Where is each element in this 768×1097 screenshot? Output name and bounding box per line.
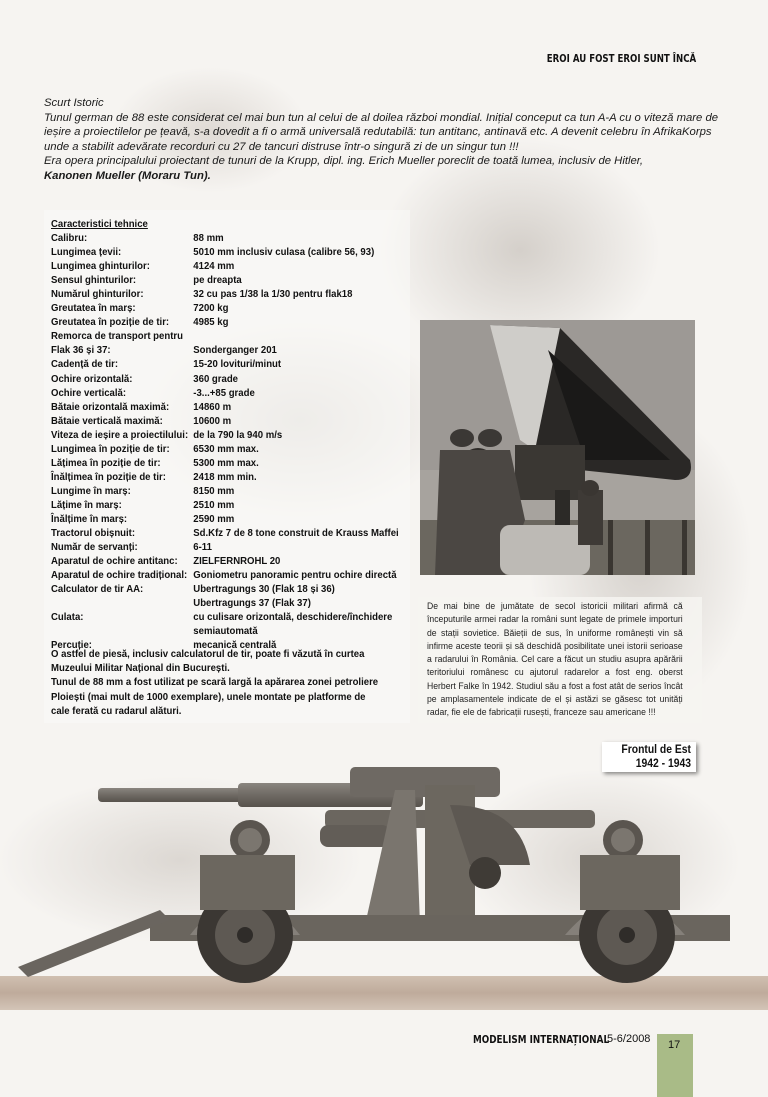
museum-paragraph: O astfel de piesă, inclusiv calculatorul de tir, poate fi văzută în curtea Muzeului Militar Național din București. — [51, 649, 365, 675]
spec-value: Ubertragungs 30 (Flak 18 și 36) — [193, 584, 335, 596]
spec-row — [51, 597, 386, 611]
spec-label: Ochire orizontală: — [51, 373, 133, 385]
spec-row — [51, 555, 386, 569]
spec-value: 2590 mm — [193, 513, 235, 525]
spec-label: Număr de servanți: — [51, 542, 138, 554]
radar-note-text: De mai bine de jumătate de secol istoricii militari afirmă că începuturile armei radar la români sunt legate de primele importuri de stații sovietice. Băieții de sus, în uniforme românești vin să infirme aceste teorii și să deschidă posibilitate unei istorii serioase a radarului în România. Cel care a făcut un studiu asupra apărării teritoriului românesc cu ajutorul radarelor a fost eng. oberst Herbert Falke în 1942. Studiul său a fost a fost atât de serios încât pe amplasamentele indicate de el și astăzi se găsesc tot unități radar, fie ele de fabricații rusești, franceze sau americane !!! — [427, 601, 683, 718]
spec-label: Cadență de tir: — [51, 359, 119, 371]
spec-label: Lungimea ghinturilor: — [51, 261, 150, 273]
spec-row — [51, 246, 386, 260]
museum-note — [51, 648, 386, 719]
spec-row — [51, 387, 386, 401]
spec-value: 10600 m — [193, 415, 232, 427]
spec-value: 360 grade — [193, 373, 239, 385]
spec-label: Culata: — [51, 612, 84, 624]
museum-paragraph: Tunul de 88 mm a fost utilizat pe scară largă la apărarea zonei petroliere Ploiești (mai mult de 1000 exemplare), unele montate pe platforme de cale ferată cu radarul alături. — [51, 677, 379, 717]
spec-label: Viteza de ieșire a proiectilului: — [51, 429, 189, 441]
spec-row — [51, 330, 386, 344]
spec-value: -3...+85 grade — [193, 387, 255, 399]
spec-value: mecanică centrală — [193, 640, 277, 652]
specs-rows — [51, 232, 399, 653]
spec-value: pe dreapta — [193, 275, 242, 287]
spec-row — [51, 625, 386, 639]
spec-row — [51, 288, 386, 302]
spec-row — [51, 302, 386, 316]
intro-heading: Scurt Istoric — [44, 97, 104, 109]
spec-label: Greutatea în poziție de tir: — [51, 317, 170, 329]
spec-value: ZIELFERNROHL 20 — [193, 556, 281, 568]
spec-label: Lățimea în poziție de tir: — [51, 457, 161, 469]
intro-section — [44, 96, 724, 184]
spec-value: 14860 m — [193, 401, 232, 413]
spec-label: Lungimea în poziție de tir: — [51, 443, 170, 455]
spec-value: 6530 mm max. — [193, 443, 259, 455]
specs-table — [51, 218, 399, 653]
spec-label: Tractorul obișnuit: — [51, 528, 136, 540]
spec-value: 2418 mm min. — [193, 471, 257, 483]
spec-label: Calculator de tir AA: — [51, 584, 144, 596]
page-number: 17 — [668, 1039, 681, 1051]
flak-gun-icon — [0, 745, 768, 985]
spec-row — [51, 569, 397, 583]
spec-row — [51, 232, 386, 246]
spec-label: Lungime în marș: — [51, 485, 131, 497]
spec-row — [51, 429, 386, 443]
spec-value: 5010 mm inclusiv culasa (calibre 56, 93) — [193, 247, 375, 259]
radar-photo — [420, 320, 695, 575]
specs-title: Caracteristici tehnice — [51, 219, 148, 230]
spec-row — [51, 415, 386, 429]
spec-row — [51, 471, 386, 485]
spec-label: Lungimea țevii: — [51, 247, 122, 259]
spec-value: 6-11 — [193, 542, 212, 554]
caption-line: Frontul de Est — [621, 744, 691, 756]
spec-value: 88 mm — [193, 233, 224, 245]
spec-value: 4985 kg — [193, 317, 229, 329]
spec-row — [51, 274, 386, 288]
spec-value: semiautomată — [193, 626, 258, 638]
spec-label: Lățime în marș: — [51, 499, 122, 511]
spec-value: cu culisare orizontală, deschidere/închidere — [193, 612, 393, 624]
spec-label: Sensul ghinturilor: — [51, 275, 137, 287]
spec-row — [51, 401, 386, 415]
spec-value — [193, 330, 386, 344]
spec-value: 8150 mm — [193, 485, 235, 497]
spec-label: Înălțimea în poziție de tir: — [51, 471, 166, 483]
intro-paragraph — [44, 154, 724, 183]
spec-row — [51, 358, 386, 372]
spec-label: Percuție: — [51, 640, 92, 652]
spec-row — [51, 541, 386, 555]
spec-row — [51, 583, 386, 597]
spec-label — [51, 597, 193, 611]
intro-paragraph: Tunul german de 88 este considerat cel mai bun tun al celui de al doilea război mondial. Inițial conceput ca tun A-A cu o viteză mare de ieșire a proiectilelor pe țeavă, s-a dovedit a fi o armă universală redutabilă: tun antitanc, antinavă etc. A devenit celebru în AfrikaKorps unde a stabilit adevărate recorduri cu 27 de tancuri distruse într-o singură zi de un singur tun !!! — [44, 111, 719, 153]
spec-value: 32 cu pas 1/38 la 1/30 pentru flak18 — [193, 289, 353, 301]
spec-label: Calibru: — [51, 233, 88, 245]
caption-line: 1942 - 1943 — [635, 758, 691, 770]
spec-value: Sonderganger 201 — [193, 345, 277, 357]
spec-row — [51, 513, 386, 527]
flak-88-illustration — [0, 745, 768, 985]
issue-number: 5-6/2008 — [607, 1033, 651, 1045]
spec-label: Aparatul de ochire antitanc: — [51, 556, 178, 568]
spec-label: Numărul ghinturilor: — [51, 289, 144, 301]
spec-label: Bătaie orizontală maximă: — [51, 401, 170, 413]
spec-value: Sd.Kfz 7 de 8 tone construit de Krauss Maffei — [193, 528, 399, 540]
spec-label — [51, 625, 193, 639]
spec-label: Greutatea în marș: — [51, 303, 136, 315]
spec-row — [51, 485, 386, 499]
radar-photo-image — [420, 320, 695, 575]
spec-value: 7200 kg — [193, 303, 229, 315]
spec-value: Goniometru panoramic pentru ochire directă — [193, 570, 397, 582]
spec-value: 15-20 lovituri/minut — [193, 359, 282, 371]
spec-label: Ochire verticală: — [51, 387, 127, 399]
illustration-caption — [602, 742, 696, 772]
spec-label: Remorca de transport pentru — [51, 331, 183, 343]
spec-value: Ubertragungs 37 (Flak 37) — [193, 598, 311, 610]
spec-label: Bătaie verticală maximă: — [51, 415, 163, 427]
spec-row — [51, 457, 386, 471]
spec-row — [51, 499, 386, 513]
spec-value: 5300 mm max. — [193, 457, 259, 469]
spec-row — [51, 373, 386, 387]
magazine-title: MODELISM INTERNAȚIONAL — [473, 1033, 610, 1046]
spec-row — [51, 344, 386, 358]
intro-bold-text: Kanonen Mueller (Moraru Tun). — [44, 169, 211, 182]
intro-text: Era opera principalului proiectant de tunuri de la Krupp, dipl. ing. Erich Mueller poreclit de toată lumea, inclusiv de Hitler, — [44, 155, 644, 168]
spec-label: Aparatul de ochire tradițional: — [51, 570, 188, 582]
spec-row — [51, 443, 386, 457]
running-head: EROI AU FOST EROI SUNT ÎNCĂ — [546, 53, 696, 65]
spec-value: de la 790 la 940 m/s — [193, 429, 283, 441]
spec-value: 4124 mm — [193, 261, 235, 273]
spec-row — [51, 316, 386, 330]
spec-label: Flak 36 și 37: — [51, 345, 111, 357]
spec-row — [51, 611, 393, 625]
spec-label: Înălțime în marș: — [51, 513, 128, 525]
spec-row — [51, 260, 386, 274]
spec-value: 2510 mm — [193, 499, 235, 511]
spec-row — [51, 527, 399, 541]
